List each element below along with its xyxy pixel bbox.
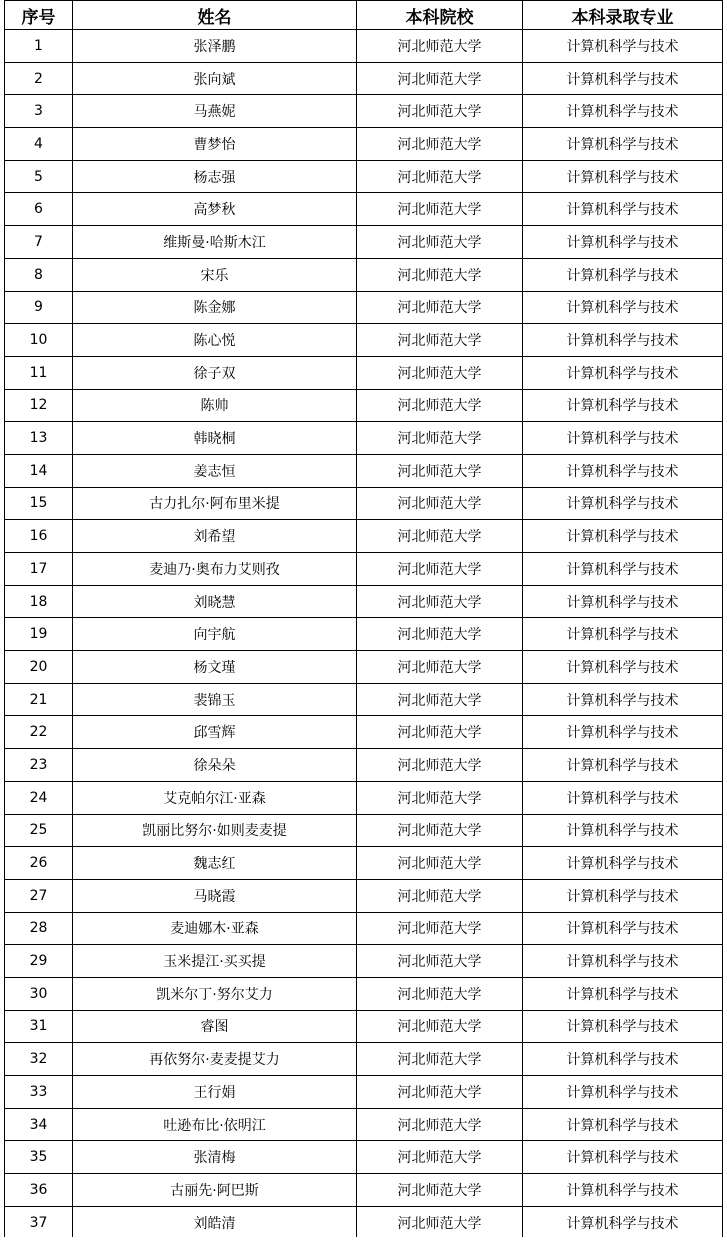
- cell-major: 计算机科学与技术: [523, 422, 723, 455]
- cell-index: 36: [5, 1174, 73, 1207]
- cell-major: 计算机科学与技术: [523, 1043, 723, 1076]
- cell-university: 河北师范大学: [357, 1076, 523, 1109]
- cell-name: 杨文瑾: [73, 651, 357, 684]
- cell-major: 计算机科学与技术: [523, 651, 723, 684]
- cell-major: 计算机科学与技术: [523, 95, 723, 128]
- cell-index: 11: [5, 356, 73, 389]
- cell-index: 37: [5, 1206, 73, 1239]
- table-row: [5, 1174, 723, 1207]
- cell-major: 计算机科学与技术: [523, 193, 723, 226]
- table-row: [5, 651, 723, 684]
- cell-university: 河北师范大学: [357, 683, 523, 716]
- cell-university: 河北师范大学: [357, 324, 523, 357]
- cell-university: 河北师范大学: [357, 847, 523, 880]
- cell-major: 计算机科学与技术: [523, 356, 723, 389]
- table-row: [5, 454, 723, 487]
- cell-university: 河北师范大学: [357, 1206, 523, 1239]
- cell-index: 24: [5, 781, 73, 814]
- cell-index: 5: [5, 160, 73, 193]
- cell-major: 计算机科学与技术: [523, 912, 723, 945]
- cell-university: 河北师范大学: [357, 1141, 523, 1174]
- cell-name: 艾克帕尔江·亚森: [73, 781, 357, 814]
- cell-index: 30: [5, 977, 73, 1010]
- table-row: [5, 716, 723, 749]
- table-row: [5, 193, 723, 226]
- cell-university: 河北师范大学: [357, 912, 523, 945]
- cell-major: 计算机科学与技术: [523, 454, 723, 487]
- table-row: [5, 226, 723, 259]
- cell-name: 姜志恒: [73, 454, 357, 487]
- cell-major: 计算机科学与技术: [523, 389, 723, 422]
- cell-university: 河北师范大学: [357, 258, 523, 291]
- cell-major: 计算机科学与技术: [523, 62, 723, 95]
- table-row: [5, 618, 723, 651]
- table-row: [5, 324, 723, 357]
- cell-name: 徐朵朵: [73, 749, 357, 782]
- table-row: [5, 553, 723, 586]
- cell-name: 古力扎尔·阿布里米提: [73, 487, 357, 520]
- cell-major: 计算机科学与技术: [523, 30, 723, 63]
- cell-name: 麦迪乃·奥布力艾则孜: [73, 553, 357, 586]
- cell-index: 25: [5, 814, 73, 847]
- cell-university: 河北师范大学: [357, 30, 523, 63]
- table-header-row: [5, 1, 723, 30]
- cell-major: 计算机科学与技术: [523, 520, 723, 553]
- cell-index: 2: [5, 62, 73, 95]
- table-row: [5, 95, 723, 128]
- cell-index: 22: [5, 716, 73, 749]
- cell-index: 21: [5, 683, 73, 716]
- table-body: [5, 30, 723, 1239]
- cell-university: 河北师范大学: [357, 585, 523, 618]
- cell-name: 凯米尔丁·努尔艾力: [73, 977, 357, 1010]
- table-row: [5, 520, 723, 553]
- cell-name: 再依努尔·麦麦提艾力: [73, 1043, 357, 1076]
- table-row: [5, 128, 723, 161]
- cell-name: 高梦秋: [73, 193, 357, 226]
- cell-major: 计算机科学与技术: [523, 160, 723, 193]
- cell-name: 韩晓桐: [73, 422, 357, 455]
- cell-index: 3: [5, 95, 73, 128]
- cell-name: 张泽鹏: [73, 30, 357, 63]
- cell-major: 计算机科学与技术: [523, 226, 723, 259]
- cell-major: 计算机科学与技术: [523, 1174, 723, 1207]
- cell-name: 刘希望: [73, 520, 357, 553]
- cell-index: 18: [5, 585, 73, 618]
- cell-university: 河北师范大学: [357, 520, 523, 553]
- cell-major: 计算机科学与技术: [523, 1108, 723, 1141]
- cell-name: 陈心悦: [73, 324, 357, 357]
- cell-index: 6: [5, 193, 73, 226]
- table-row: [5, 422, 723, 455]
- cell-name: 麦迪娜木·亚森: [73, 912, 357, 945]
- cell-index: 31: [5, 1010, 73, 1043]
- cell-name: 魏志红: [73, 847, 357, 880]
- cell-major: 计算机科学与技术: [523, 716, 723, 749]
- cell-university: 河北师范大学: [357, 487, 523, 520]
- cell-name: 玉米提江·买买提: [73, 945, 357, 978]
- cell-index: 32: [5, 1043, 73, 1076]
- cell-index: 34: [5, 1108, 73, 1141]
- cell-major: 计算机科学与技术: [523, 847, 723, 880]
- table-row: [5, 1141, 723, 1174]
- cell-major: 计算机科学与技术: [523, 618, 723, 651]
- cell-major: 计算机科学与技术: [523, 781, 723, 814]
- cell-major: 计算机科学与技术: [523, 258, 723, 291]
- table-row: [5, 1206, 723, 1239]
- cell-name: 杨志强: [73, 160, 357, 193]
- cell-university: 河北师范大学: [357, 95, 523, 128]
- cell-name: 张清梅: [73, 1141, 357, 1174]
- cell-name: 裴锦玉: [73, 683, 357, 716]
- table-row: [5, 291, 723, 324]
- admission-table: [4, 0, 723, 1239]
- table-row: [5, 1043, 723, 1076]
- cell-index: 1: [5, 30, 73, 63]
- cell-index: 33: [5, 1076, 73, 1109]
- cell-name: 凯丽比努尔·如则麦麦提: [73, 814, 357, 847]
- table-row: [5, 30, 723, 63]
- cell-major: 计算机科学与技术: [523, 1076, 723, 1109]
- table-row: [5, 487, 723, 520]
- header-major: 本科录取专业: [523, 1, 723, 30]
- cell-university: 河北师范大学: [357, 618, 523, 651]
- cell-name: 刘晓慧: [73, 585, 357, 618]
- cell-index: 9: [5, 291, 73, 324]
- cell-index: 14: [5, 454, 73, 487]
- cell-university: 河北师范大学: [357, 879, 523, 912]
- cell-university: 河北师范大学: [357, 1108, 523, 1141]
- cell-name: 徐子双: [73, 356, 357, 389]
- cell-index: 12: [5, 389, 73, 422]
- cell-name: 邱雪辉: [73, 716, 357, 749]
- cell-name: 向宇航: [73, 618, 357, 651]
- cell-university: 河北师范大学: [357, 716, 523, 749]
- cell-university: 河北师范大学: [357, 945, 523, 978]
- cell-university: 河北师范大学: [357, 422, 523, 455]
- table-row: [5, 1108, 723, 1141]
- cell-university: 河北师范大学: [357, 1174, 523, 1207]
- table-row: [5, 749, 723, 782]
- cell-university: 河北师范大学: [357, 128, 523, 161]
- cell-university: 河北师范大学: [357, 651, 523, 684]
- cell-index: 26: [5, 847, 73, 880]
- cell-major: 计算机科学与技术: [523, 749, 723, 782]
- cell-name: 曹梦怡: [73, 128, 357, 161]
- cell-university: 河北师范大学: [357, 749, 523, 782]
- cell-university: 河北师范大学: [357, 1010, 523, 1043]
- cell-university: 河北师范大学: [357, 160, 523, 193]
- cell-major: 计算机科学与技术: [523, 585, 723, 618]
- table-row: [5, 258, 723, 291]
- cell-name: 宋乐: [73, 258, 357, 291]
- table-row: [5, 356, 723, 389]
- cell-major: 计算机科学与技术: [523, 324, 723, 357]
- cell-major: 计算机科学与技术: [523, 553, 723, 586]
- table-row: [5, 160, 723, 193]
- table-row: [5, 847, 723, 880]
- cell-major: 计算机科学与技术: [523, 487, 723, 520]
- cell-name: 张向斌: [73, 62, 357, 95]
- table-row: [5, 945, 723, 978]
- cell-index: 15: [5, 487, 73, 520]
- cell-name: 陈金娜: [73, 291, 357, 324]
- cell-major: 计算机科学与技术: [523, 945, 723, 978]
- cell-index: 8: [5, 258, 73, 291]
- cell-name: 吐逊布比·依明江: [73, 1108, 357, 1141]
- header-index: 序号: [5, 1, 73, 30]
- cell-major: 计算机科学与技术: [523, 977, 723, 1010]
- cell-index: 27: [5, 879, 73, 912]
- page-bottom-edge: [0, 1237, 727, 1243]
- table-row: [5, 1076, 723, 1109]
- cell-university: 河北师范大学: [357, 814, 523, 847]
- table-row: [5, 585, 723, 618]
- cell-university: 河北师范大学: [357, 553, 523, 586]
- cell-university: 河北师范大学: [357, 389, 523, 422]
- cell-index: 35: [5, 1141, 73, 1174]
- cell-name: 古丽先·阿巴斯: [73, 1174, 357, 1207]
- cell-university: 河北师范大学: [357, 291, 523, 324]
- cell-major: 计算机科学与技术: [523, 683, 723, 716]
- cell-index: 28: [5, 912, 73, 945]
- table-row: [5, 977, 723, 1010]
- header-name: 姓名: [73, 1, 357, 30]
- table-row: [5, 62, 723, 95]
- table-row: [5, 389, 723, 422]
- cell-name: 睿图: [73, 1010, 357, 1043]
- cell-name: 马燕妮: [73, 95, 357, 128]
- cell-university: 河北师范大学: [357, 356, 523, 389]
- cell-university: 河北师范大学: [357, 977, 523, 1010]
- cell-major: 计算机科学与技术: [523, 814, 723, 847]
- cell-index: 23: [5, 749, 73, 782]
- cell-index: 20: [5, 651, 73, 684]
- cell-university: 河北师范大学: [357, 1043, 523, 1076]
- cell-index: 7: [5, 226, 73, 259]
- cell-index: 4: [5, 128, 73, 161]
- cell-index: 19: [5, 618, 73, 651]
- cell-university: 河北师范大学: [357, 226, 523, 259]
- table-row: [5, 1010, 723, 1043]
- cell-university: 河北师范大学: [357, 454, 523, 487]
- cell-university: 河北师范大学: [357, 62, 523, 95]
- table-row: [5, 683, 723, 716]
- cell-name: 马晓霞: [73, 879, 357, 912]
- table-row: [5, 879, 723, 912]
- cell-major: 计算机科学与技术: [523, 1010, 723, 1043]
- header-university: 本科院校: [357, 1, 523, 30]
- cell-index: 16: [5, 520, 73, 553]
- cell-major: 计算机科学与技术: [523, 1206, 723, 1239]
- cell-major: 计算机科学与技术: [523, 879, 723, 912]
- cell-name: 陈帅: [73, 389, 357, 422]
- cell-major: 计算机科学与技术: [523, 1141, 723, 1174]
- cell-index: 17: [5, 553, 73, 586]
- cell-university: 河北师范大学: [357, 193, 523, 226]
- cell-university: 河北师范大学: [357, 781, 523, 814]
- cell-major: 计算机科学与技术: [523, 291, 723, 324]
- cell-major: 计算机科学与技术: [523, 128, 723, 161]
- table-row: [5, 912, 723, 945]
- cell-index: 13: [5, 422, 73, 455]
- cell-index: 10: [5, 324, 73, 357]
- cell-name: 维斯曼·哈斯木江: [73, 226, 357, 259]
- table-row: [5, 781, 723, 814]
- cell-index: 29: [5, 945, 73, 978]
- cell-name: 刘皓清: [73, 1206, 357, 1239]
- table-row: [5, 814, 723, 847]
- cell-name: 王行娟: [73, 1076, 357, 1109]
